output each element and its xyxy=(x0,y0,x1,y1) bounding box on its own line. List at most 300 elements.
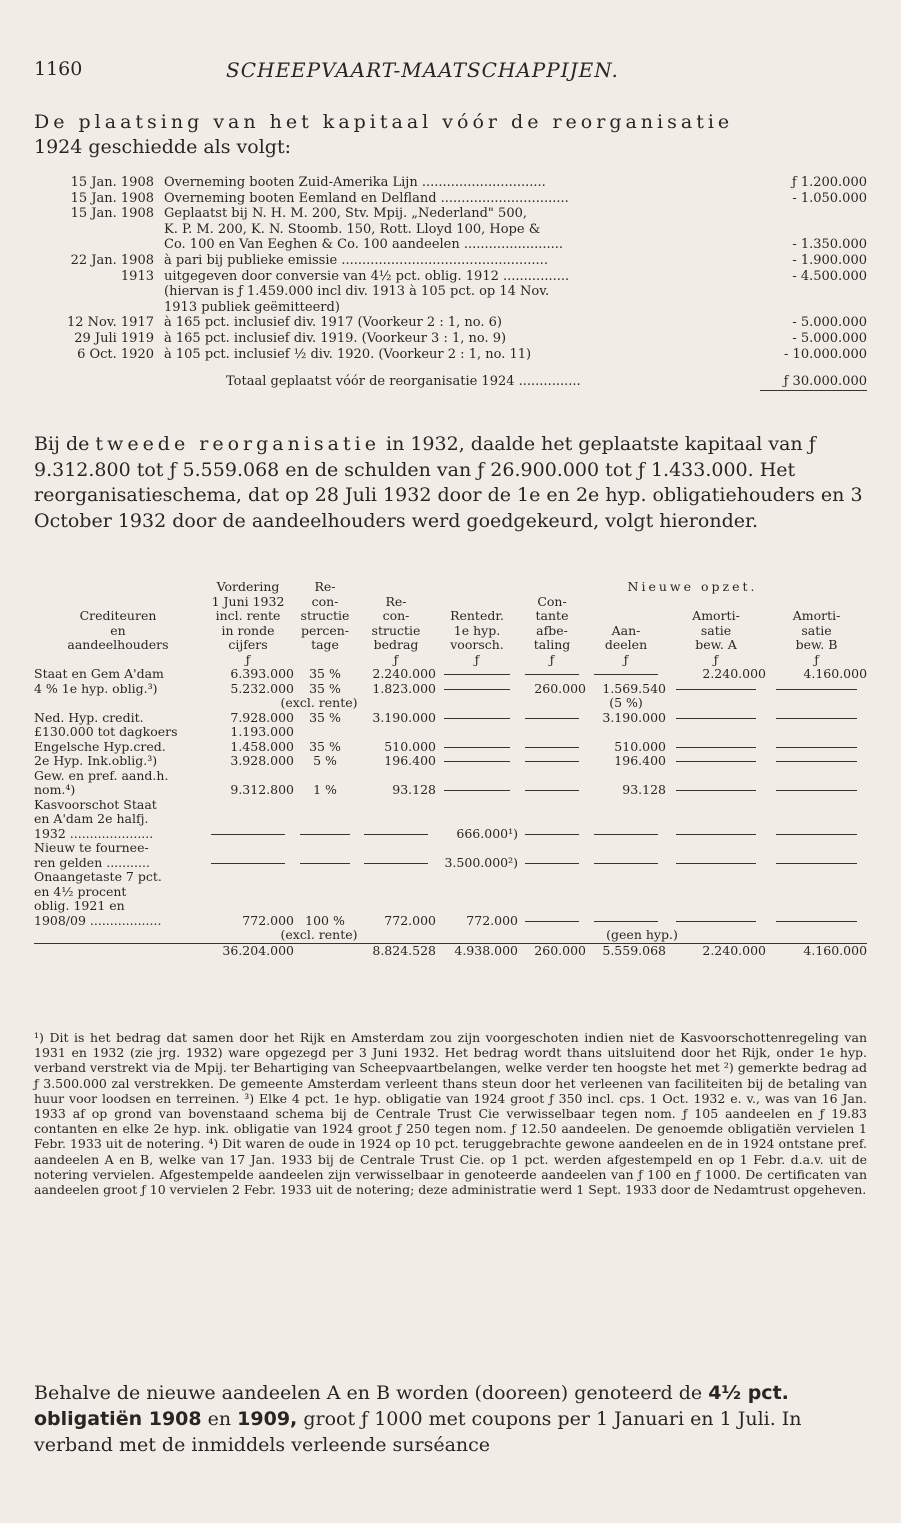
table-cell xyxy=(356,885,436,900)
header-cell: structie xyxy=(300,609,350,623)
reorganisation-paragraph xyxy=(34,432,867,534)
table-cell: 4.160.000 xyxy=(803,667,868,681)
total-rule xyxy=(760,390,867,391)
table-cell xyxy=(202,885,294,900)
placement-date: 22 Jan. 1908 xyxy=(70,252,154,268)
header-cell: ƒ xyxy=(713,652,719,667)
header-cell xyxy=(34,580,202,595)
para3-tail: groot ƒ 1000 met coupons per 1 Januari en 1 Juli. In verband met de inmiddels verleende surséance xyxy=(34,1408,802,1456)
table-row xyxy=(34,827,867,842)
table-row xyxy=(34,783,867,798)
placement-row xyxy=(34,237,867,253)
total-cell: 8.824.528 xyxy=(356,943,436,958)
para2-text: in 1932, daalde het geplaatste kapitaal van ƒ 9.312.800 tot ƒ 5.559.068 en de schulden van ƒ 26.900.000 tot ƒ 1.433.000. Het reorganisatieschema, dat op 28 Juli 1932 door de 1e en 2e hyp. obligatiehouders en 3 October 1932 door de aandeelhouders werd goedgekeurd, volgt hieronder. xyxy=(34,433,863,532)
table-cell: 7.928.000 xyxy=(230,710,294,725)
dash-rule xyxy=(594,921,658,922)
dash-rule xyxy=(525,863,579,864)
dash-cell xyxy=(666,783,766,798)
placement-amount: - 4.500.000 xyxy=(792,268,867,284)
header-cell: Re- xyxy=(385,594,407,609)
placement-row xyxy=(34,284,867,300)
closing-paragraph xyxy=(34,1380,867,1458)
header-cell: Amorti- xyxy=(792,609,841,623)
table-cell xyxy=(666,899,766,914)
header-cell: Aan- xyxy=(611,623,641,638)
dash-cell xyxy=(436,740,518,755)
table-cell: 260.000 xyxy=(534,681,586,696)
table-cell xyxy=(202,812,294,827)
header-cell: tante xyxy=(535,609,569,623)
table-cell xyxy=(666,870,766,885)
header-cell: aandeelhouders xyxy=(67,638,169,652)
table-cell xyxy=(436,798,518,813)
creditor-name: en A'dam 2e halfj. xyxy=(34,812,149,826)
table-row xyxy=(34,798,867,813)
placement-amount xyxy=(771,222,867,238)
creditor-name: Engelsche Hyp.cred. xyxy=(34,739,166,754)
header-cell xyxy=(436,580,518,595)
table-cell xyxy=(766,841,867,856)
dash-rule xyxy=(594,674,658,675)
placement-text: à pari bij publieke emissie .................................................. xyxy=(164,252,548,268)
table-cell: 510.000 xyxy=(614,739,666,754)
header-cell: ƒ xyxy=(814,652,819,667)
table-cell: 35 % xyxy=(309,681,341,696)
table-cell: 5 % xyxy=(313,754,337,768)
dash-rule xyxy=(776,689,857,690)
table-cell xyxy=(294,899,356,914)
table-cell xyxy=(766,798,867,813)
placement-text: Co. 100 en Van Eeghen & Co. 100 aandeelen ........................ xyxy=(164,237,564,253)
reorganisation-table xyxy=(34,580,867,958)
creditor-name: Onaangetaste 7 pct. xyxy=(34,870,162,884)
placement-date xyxy=(34,237,164,253)
dash-cell xyxy=(202,827,294,842)
table-cell: 196.400 xyxy=(614,754,666,768)
header-cell: Rentedr. xyxy=(450,609,504,623)
placement-text: 1913 publiek geëmitteerd) xyxy=(164,299,340,315)
table-header-row xyxy=(34,653,867,668)
table-note: (5 %) xyxy=(609,696,643,710)
table-cell xyxy=(586,725,666,740)
table-row xyxy=(34,914,867,929)
header-cell: bedrag xyxy=(373,638,419,652)
table-cell: 2.240.000 xyxy=(702,667,766,681)
table-row xyxy=(34,812,867,827)
table-cell xyxy=(202,798,294,813)
table-cell xyxy=(518,870,586,885)
dash-rule xyxy=(525,790,579,791)
dash-cell xyxy=(766,914,867,929)
header-cell: Vordering xyxy=(216,580,280,594)
footnotes: ¹) Dit is het bedrag dat samen door het Rijk en Amsterdam zou zijn voorgeschoten indien niet de Kasvoorschottenregeling van 1931 en 1932 (zie jrg. 1932) ware opgezegd per 3 Juni 1932. Het bedrag wordt thans uitsluitend door het Rijk, onder 1e hyp. verband verstrekt via de Mpij. ter Behartiging van Scheepvaartbelangen, welke verder ten hoogste het met ²) gemerkte bedrag ad ƒ 3.500.000 zal verstrekken. De gemeente Amsterdam verleent thans steun door het verleenen van faciliteiten bij de betaling van huur voor loodsen en terreinen. ³) Elke 4 pct. 1e hyp. obligatie van 1924 groot ƒ 350 incl. cps. 1 Oct. 1932 e. v., was van 16 Jan. 1933 af op grond van bovenstaand schema bij de Centrale Trust Cie verwisselbaar tegen nom. ƒ 105 aandeelen en ƒ 19.83 contanten en elke 2e hyp. ink. obligatie van 1924 groot ƒ 250 tegen nom. ƒ 12.50 aandeelen. De genoemde obligatiën vervielen 1 Febr. 1933 uit de notering. ⁴) Dit waren de oude in 1924 op 10 pct. teruggebrachte gewone aandeelen en de in 1924 ontstane pref. aandeelen A en B, welke van 17 Jan. 1933 bij de Centrale Trust Cie. op 1 pct. werden afgestempeld en op 1 Febr. d.a.v. uit de notering vervielen. Afgestempelde aandeelen zijn verwisselbaar in genoteerde aandeelen van ƒ 100 en ƒ 1000. De certificaten van aandeelen groot ƒ 10 vervielen 2 Febr. 1933 uit de notering; deze administratie werd 1 Sept. 1933 door de Nedamtrust opgeheven. xyxy=(34,1030,867,1198)
placement-text: à 105 pct. inclusief ½ div. 1920. (Voorkeur 2 : 1, no. 11) xyxy=(164,346,532,362)
table-cell: 3.190.000 xyxy=(602,710,666,725)
dash-cell xyxy=(436,783,518,798)
table-cell: 3.928.000 xyxy=(230,754,294,768)
dash-rule xyxy=(525,718,579,719)
header-cell: bew. B xyxy=(795,638,838,652)
table-cell: 772.000 xyxy=(466,913,518,928)
header-cell xyxy=(666,595,766,610)
dash-cell xyxy=(666,682,766,697)
creditor-name: Nieuw te fournee- xyxy=(34,841,149,855)
table-row xyxy=(34,696,867,711)
dash-rule xyxy=(525,834,579,835)
table-cell: 1.193.000 xyxy=(230,725,294,739)
table-cell xyxy=(294,798,356,813)
dash-cell xyxy=(202,856,294,871)
header-cell: taling xyxy=(533,638,571,652)
header-cell: Nieuwe opzet. xyxy=(627,580,758,594)
header-cell: afbe- xyxy=(536,623,568,638)
table-cell xyxy=(436,769,518,784)
dash-cell xyxy=(518,740,586,755)
table-row xyxy=(34,740,867,755)
placement-date: 29 Juli 1919 xyxy=(74,330,154,346)
total-cell xyxy=(294,943,356,958)
table-cell xyxy=(586,870,666,885)
placement-row xyxy=(34,191,867,207)
table-cell xyxy=(436,885,518,900)
dash-cell xyxy=(518,856,586,871)
total-cell: 2.240.000 xyxy=(666,943,766,958)
placement-amount: - 1.050.000 xyxy=(792,190,867,206)
dash-rule xyxy=(300,863,350,864)
table-cell xyxy=(202,870,294,885)
placement-text: Geplaatst bij N. H. M. 200, Stv. Mpij. „Nederland" 500, xyxy=(164,206,527,222)
table-cell xyxy=(666,885,766,900)
table-cell xyxy=(436,870,518,885)
header-cell: cijfers xyxy=(228,638,268,652)
table-cell xyxy=(202,769,294,784)
placement-date: 1913 xyxy=(120,268,154,284)
creditor-name: 1908/09 .................. xyxy=(34,913,162,928)
header-cell: en xyxy=(110,623,126,638)
dash-rule xyxy=(364,863,428,864)
dash-cell xyxy=(666,754,766,769)
header-cell: satie xyxy=(801,623,832,638)
header-cell xyxy=(766,595,867,610)
table-cell xyxy=(766,899,867,914)
dash-rule xyxy=(525,761,579,762)
header-cell: Con- xyxy=(537,594,567,609)
total-cell: 5.559.068 xyxy=(586,943,666,958)
header-cell xyxy=(436,595,518,610)
table-cell xyxy=(518,841,586,856)
table-cell xyxy=(666,725,766,740)
dash-cell xyxy=(766,827,867,842)
table-cell xyxy=(766,885,867,900)
dash-cell xyxy=(586,914,666,929)
table-cell xyxy=(586,899,666,914)
para3-bold: 4½ pct. obligatiën 1908 xyxy=(34,1382,789,1430)
placements-total-label: Totaal geplaatst vóór de reorganisatie 1924 ............... xyxy=(226,374,581,390)
placements-total-row xyxy=(34,374,867,390)
table-row xyxy=(34,725,867,740)
table-totals-row xyxy=(34,943,867,958)
table-row xyxy=(34,899,867,914)
dash-cell xyxy=(666,856,766,871)
dash-rule xyxy=(364,834,428,835)
table-cell xyxy=(436,812,518,827)
placement-date: 15 Jan. 1908 xyxy=(70,206,154,222)
dash-rule xyxy=(676,863,756,864)
table-row xyxy=(34,667,867,682)
table-row xyxy=(34,769,867,784)
dash-rule xyxy=(776,761,857,762)
table-cell: 666.000¹) xyxy=(456,826,518,841)
table-cell xyxy=(518,769,586,784)
header-cell: bew. A xyxy=(695,638,737,652)
table-header-row xyxy=(34,595,867,610)
table-cell xyxy=(666,798,766,813)
dash-rule xyxy=(676,718,756,719)
creditor-name: 2e Hyp. Ink.oblig.³) xyxy=(34,754,158,768)
dash-rule xyxy=(444,674,510,675)
dash-rule xyxy=(444,790,510,791)
header-cell: percen- xyxy=(300,623,350,638)
dash-cell xyxy=(766,856,867,871)
placement-text: à 165 pct. inclusief div. 1919. (Voorkeur 3 : 1, no. 9) xyxy=(164,330,507,346)
dash-cell xyxy=(356,856,436,871)
table-cell xyxy=(766,870,867,885)
dash-cell xyxy=(518,827,586,842)
table-cell: 510.000 xyxy=(384,739,436,754)
creditor-name: 1932 ..................... xyxy=(34,826,154,841)
table-cell: 1 % xyxy=(313,783,337,797)
dash-rule xyxy=(444,761,510,762)
table-cell xyxy=(518,725,586,740)
placement-date: 15 Jan. 1908 xyxy=(70,190,154,206)
table-cell xyxy=(586,798,666,813)
table-note: (geen hyp.) xyxy=(606,928,678,942)
creditor-name: Staat en Gem A'dam xyxy=(34,667,164,681)
placement-date xyxy=(34,300,164,316)
table-header-row xyxy=(34,638,867,653)
table-header-row xyxy=(34,624,867,639)
dash-rule xyxy=(211,863,285,864)
header-cell: in ronde xyxy=(221,623,275,638)
total-cell: 260.000 xyxy=(518,943,586,958)
header-cell: Re- xyxy=(314,580,336,594)
header-cell xyxy=(586,609,666,624)
header-cell: structie xyxy=(371,623,421,638)
table-cell: 3.190.000 xyxy=(372,710,436,725)
table-header-row xyxy=(34,580,867,595)
creditor-name: en 4½ procent xyxy=(34,884,127,899)
creditor-name: Ned. Hyp. credit. xyxy=(34,710,144,725)
para2-spaced: tweede reorganisatie xyxy=(95,433,380,455)
header-cell: Amorti- xyxy=(692,609,740,623)
creditor-name: ren gelden ........... xyxy=(34,855,150,870)
dash-rule xyxy=(776,921,857,922)
dash-rule xyxy=(444,689,510,690)
running-title: SCHEEPVAART-MAATSCHAPPIJEN. xyxy=(226,58,619,82)
dash-rule xyxy=(444,718,510,719)
table-cell: 9.312.800 xyxy=(230,783,294,797)
placement-amount xyxy=(771,284,867,300)
dash-rule xyxy=(525,921,579,922)
dash-cell xyxy=(586,667,666,682)
table-cell xyxy=(294,870,356,885)
creditor-name: Kasvoorschot Staat xyxy=(34,797,157,812)
table-cell xyxy=(666,841,766,856)
dash-rule xyxy=(676,747,756,748)
dash-rule xyxy=(676,834,756,835)
dash-cell xyxy=(518,711,586,726)
table-note: (excl. rente) xyxy=(280,928,358,942)
header-cell: Crediteuren xyxy=(79,609,157,623)
total-cell: 36.204.000 xyxy=(202,943,294,958)
para3-bold2: 1909, xyxy=(237,1408,298,1430)
dash-rule xyxy=(776,790,857,791)
table-cell: 5.232.000 xyxy=(230,681,294,696)
dash-rule xyxy=(776,834,857,835)
dash-cell xyxy=(294,856,356,871)
table-cell xyxy=(518,899,586,914)
placement-row xyxy=(34,300,867,316)
table-cell xyxy=(518,885,586,900)
placement-row xyxy=(34,222,867,238)
table-cell xyxy=(202,899,294,914)
header-cell: deelen xyxy=(604,638,648,652)
table-cell: 2.240.000 xyxy=(372,667,436,681)
table-cell: 6.393.000 xyxy=(230,667,294,681)
placement-row xyxy=(34,175,867,191)
creditor-name: £130.000 tot dagkoers xyxy=(34,725,178,739)
dash-cell xyxy=(766,783,867,798)
table-row xyxy=(34,841,867,856)
table-cell xyxy=(586,885,666,900)
placement-amount xyxy=(771,300,867,316)
table-cell: 93.128 xyxy=(392,783,436,797)
dash-cell xyxy=(766,740,867,755)
dash-rule xyxy=(776,863,857,864)
dash-cell xyxy=(666,914,766,929)
header-cell: ƒ xyxy=(393,652,399,667)
table-cell xyxy=(766,812,867,827)
dash-rule xyxy=(211,834,285,835)
table-cell xyxy=(436,841,518,856)
placement-amount xyxy=(771,206,867,222)
table-cell xyxy=(436,725,518,740)
table-cell xyxy=(356,841,436,856)
dash-rule xyxy=(776,747,857,748)
table-row xyxy=(34,856,867,871)
table-cell xyxy=(766,769,867,784)
dash-cell xyxy=(766,682,867,697)
header-cell: ƒ xyxy=(474,652,480,667)
dash-rule xyxy=(676,761,756,762)
header-cell xyxy=(356,580,436,595)
table-cell: 1.569.540 xyxy=(602,681,666,696)
intro-rest-text: 1924 geschiedde als volgt: xyxy=(34,136,292,158)
intro-spaced-text: De plaatsing van het kapitaal vóór de reorganisatie xyxy=(34,111,734,133)
header-cell: tage xyxy=(311,638,339,652)
dash-cell xyxy=(436,682,518,697)
creditor-name: 4 % 1e hyp. oblig.³) xyxy=(34,681,158,696)
header-cell: 1 Juni 1932 xyxy=(211,594,285,609)
placement-amount: - 10.000.000 xyxy=(784,346,867,362)
table-header-row xyxy=(34,609,867,624)
table-cell: 772.000 xyxy=(384,913,436,928)
para3-mid: en xyxy=(201,1408,238,1430)
dash-cell xyxy=(518,783,586,798)
placement-row xyxy=(34,253,867,269)
table-note: (excl. rente) xyxy=(280,696,358,710)
table-cell xyxy=(294,769,356,784)
table-cell xyxy=(766,725,867,740)
table-row xyxy=(34,711,867,726)
table-cell xyxy=(586,769,666,784)
dash-cell xyxy=(356,827,436,842)
page-number: 1160 xyxy=(34,58,83,80)
para3-lead: Behalve de nieuwe aandeelen A en B worden (dooreen) genoteerd de xyxy=(34,1382,709,1404)
header-cell: ƒ xyxy=(549,652,555,667)
table-cell xyxy=(294,885,356,900)
placement-date xyxy=(34,284,164,300)
dash-cell xyxy=(436,667,518,682)
page-header xyxy=(34,58,867,88)
table-cell xyxy=(666,812,766,827)
table-cell xyxy=(586,812,666,827)
placement-text: à 165 pct. inclusief div. 1917 (Voorkeur 2 : 1, no. 6) xyxy=(164,315,502,331)
total-cell: 4.160.000 xyxy=(766,943,867,958)
dash-rule xyxy=(676,790,756,791)
placement-amount: - 1.900.000 xyxy=(792,252,867,268)
table-cell xyxy=(294,812,356,827)
creditor-name: nom.⁴) xyxy=(34,783,76,797)
dash-rule xyxy=(594,834,658,835)
table-cell xyxy=(356,899,436,914)
dash-cell xyxy=(294,827,356,842)
table-cell xyxy=(202,841,294,856)
creditor-name: Gew. en pref. aand.h. xyxy=(34,768,169,783)
placement-date xyxy=(34,222,164,238)
dash-rule xyxy=(444,747,510,748)
placement-row xyxy=(34,347,867,363)
header-cell xyxy=(34,595,202,610)
placement-row xyxy=(34,206,867,222)
dash-cell xyxy=(518,754,586,769)
placements-total-amount: ƒ 30.000.000 xyxy=(783,374,867,390)
header-cell: ƒ xyxy=(245,652,251,667)
table-cell: 1.458.000 xyxy=(230,739,294,754)
dash-rule xyxy=(676,689,756,690)
table-cell: 196.400 xyxy=(384,754,436,768)
dash-cell xyxy=(436,711,518,726)
placement-amount: - 1.350.000 xyxy=(792,237,867,253)
placement-text: K. P. M. 200, K. N. Stoomb. 150, Rott. Lloyd 100, Hope & xyxy=(164,221,541,237)
table-cell xyxy=(518,812,586,827)
table-cell xyxy=(356,812,436,827)
table-row xyxy=(34,682,867,697)
table-cell xyxy=(356,798,436,813)
table-cell xyxy=(294,841,356,856)
table-cell: 772.000 xyxy=(242,913,294,928)
dash-rule xyxy=(776,718,857,719)
dash-cell xyxy=(586,827,666,842)
dash-cell xyxy=(666,827,766,842)
dash-cell xyxy=(766,754,867,769)
total-cell: 4.938.000 xyxy=(436,943,518,958)
header-cell: ƒ xyxy=(623,652,629,667)
table-row xyxy=(34,928,867,943)
table-cell xyxy=(356,870,436,885)
placement-row xyxy=(34,331,867,347)
placements-list xyxy=(34,175,867,391)
